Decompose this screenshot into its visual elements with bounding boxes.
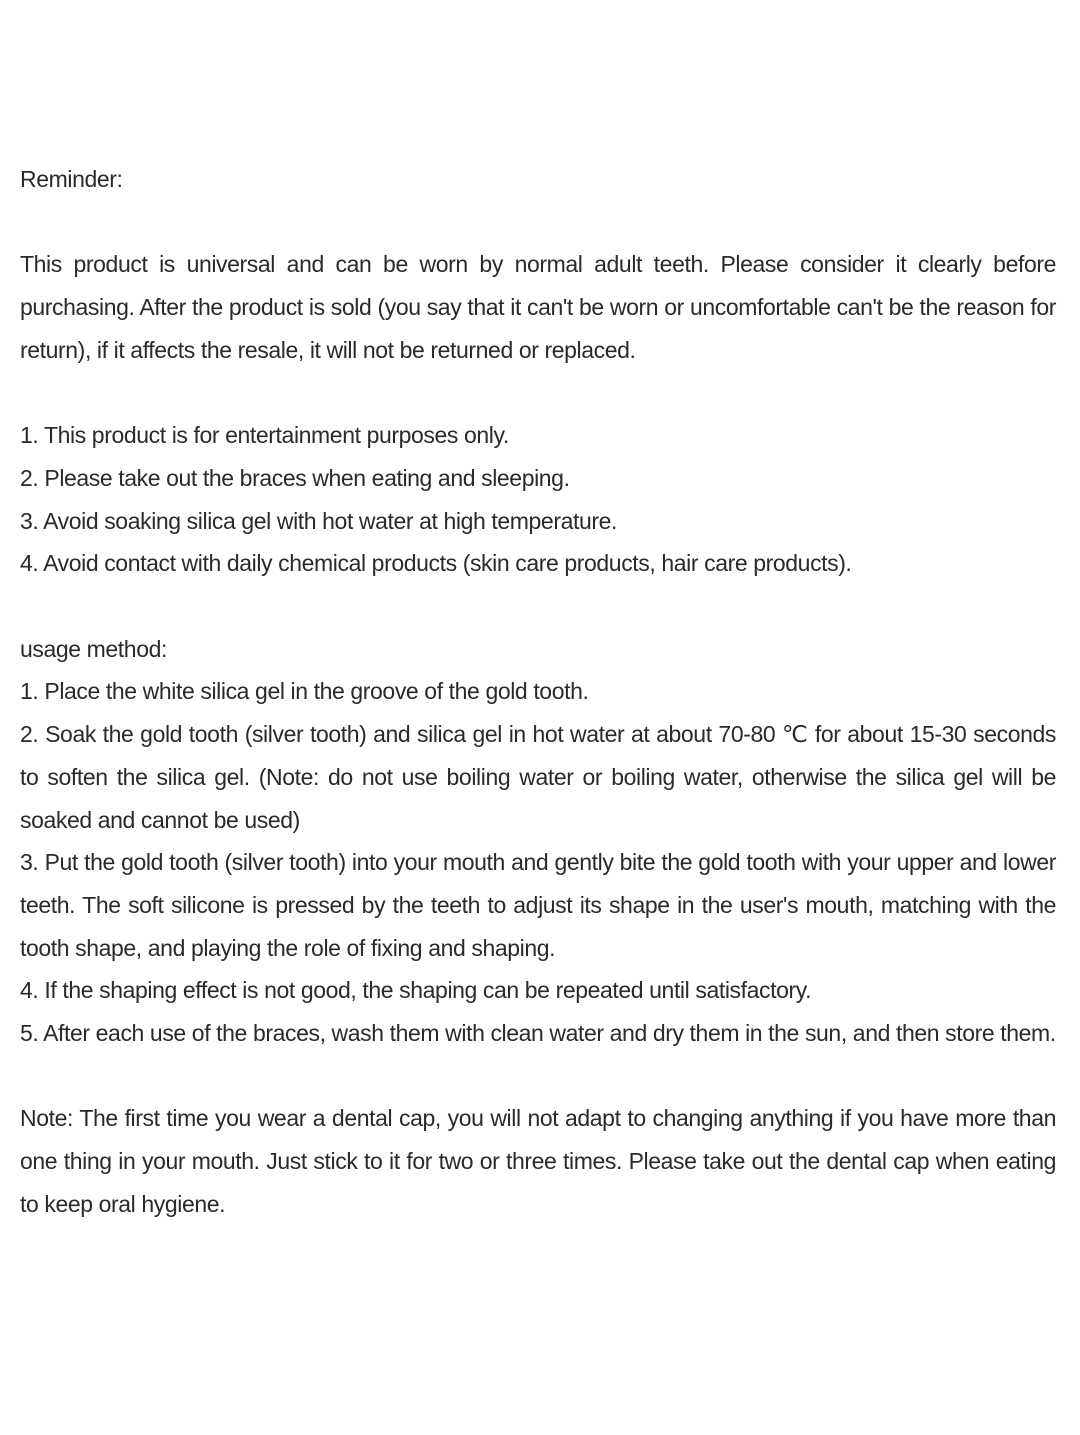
usage-step: 3. Put the gold tooth (silver tooth) into your mouth and gently bite the gold tooth with your upper and lower teeth. The soft silicone is pressed by the teeth to adjust its shape in the user's mouth, matching with the tooth shape, and playing the role of fixing and shaping. [20, 849, 1056, 961]
usage-step: 2. Soak the gold tooth (silver tooth) and silica gel in hot water at about 70-80 ℃ for about 15-30 seconds to soften the silica gel. (Note: do not use boiling water or boiling water, otherwise the silica gel will be soaked and cannot be used) [20, 721, 1056, 833]
caution-item: 3. Avoid soaking silica gel with hot water at high temperature. [20, 507, 618, 534]
usage-step: 1. Place the white silica gel in the groove of the gold tooth. [20, 678, 589, 705]
note-paragraph: Note: The first time you wear a dental cap, you will not adapt to changing anything if you have more than one thing in your mouth. Just stick to it for two or three times. Please take out the dental cap when eating to keep oral hygiene. [20, 1105, 1056, 1217]
document-body [20, 158, 1056, 1226]
usage-step: 5. After each use of the braces, wash them with clean water and dry them in the sun, and then store them. [20, 1020, 1056, 1047]
reminder-heading: Reminder: [20, 166, 123, 192]
caution-item: 2. Please take out the braces when eating and sleeping. [20, 464, 570, 491]
caution-item: 1. This product is for entertainment purposes only. [20, 422, 509, 449]
reminder-paragraph: This product is universal and can be worn by normal adult teeth. Please consider it clearly before purchasing. After the product is sold (you say that it can't be worn or uncomfortable can't be the reason for return), if it affects the resale, it will not be returned or replaced. [20, 251, 1056, 363]
spacer [20, 372, 1056, 415]
spacer [20, 201, 1056, 244]
caution-item: 4. Avoid contact with daily chemical products (skin care products, hair care products). [20, 550, 852, 577]
spacer [20, 1055, 1056, 1098]
usage-step: 4. If the shaping effect is not good, the shaping can be repeated until satisfactory. [20, 977, 812, 1004]
usage-heading: usage method: [20, 635, 167, 662]
spacer [20, 585, 1056, 628]
